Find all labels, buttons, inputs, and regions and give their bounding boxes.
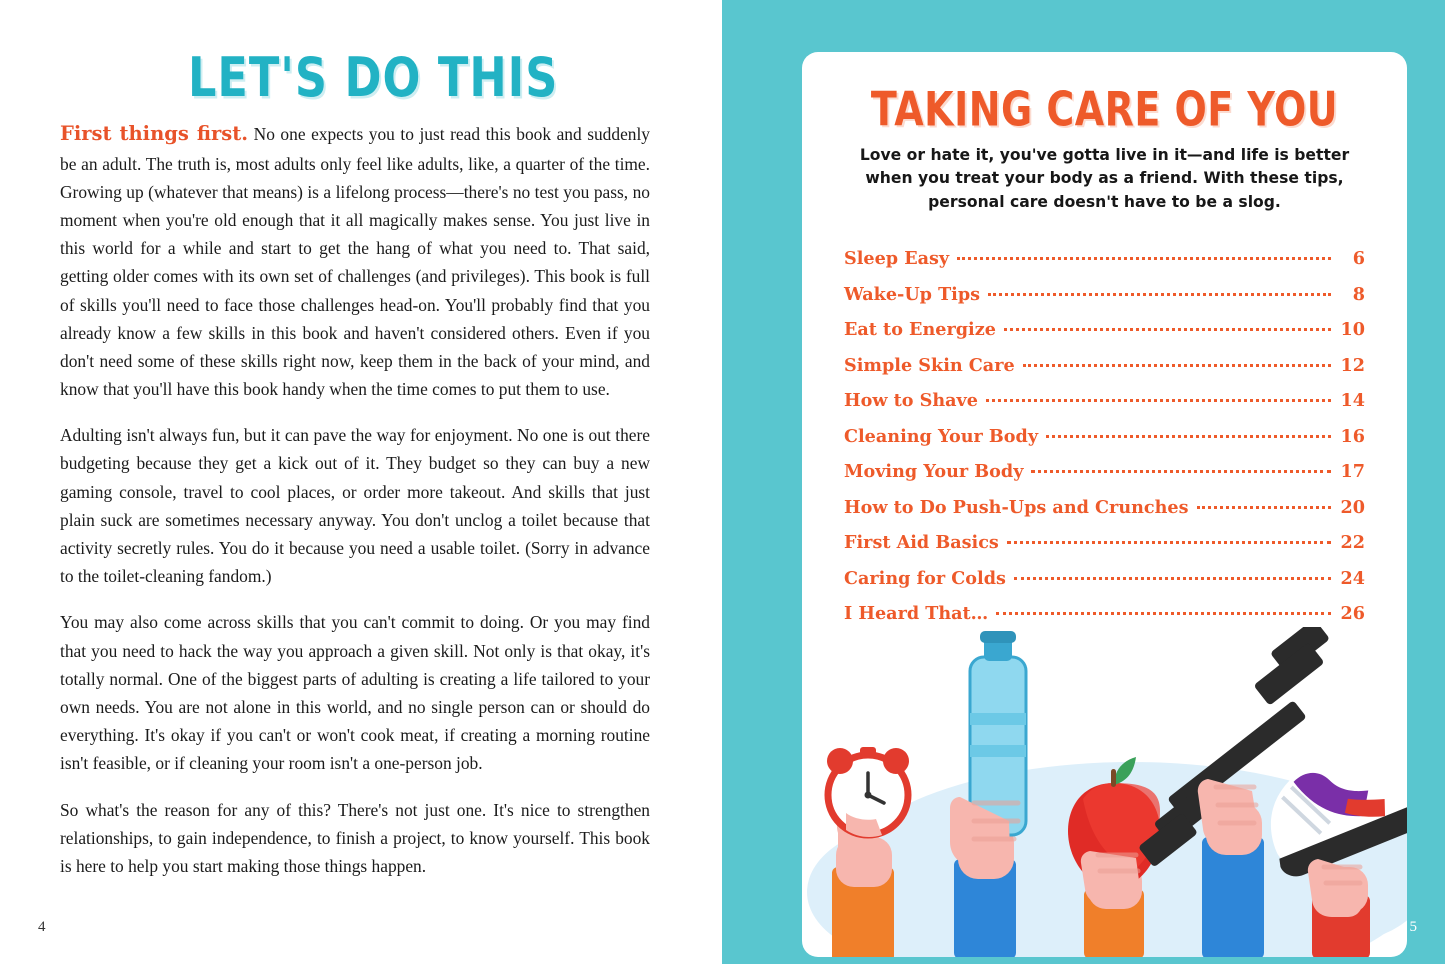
toc-leader-dots (1004, 328, 1331, 331)
toc-entry-title: Caring for Colds (844, 567, 1006, 589)
toc-entry-title: First Aid Basics (844, 532, 999, 554)
toc-entry-page: 22 (1340, 532, 1365, 554)
intro-paragraph-2: Adulting isn't always fun, but it can pave the way for enjoyment. No one is out there budgeting because they get a kick out of it. They budget so they can buy a new gaming console, travel to cool places, or order more takeout. And skills that just plain suck are sometimes necessary anyway. You don't unclog a toilet because that activity secretly rules. You do it because you need a usable toilet. (Sorry in advance to the toilet-cleaning fandom.) (60, 425, 650, 587)
toc-entry[interactable] (844, 603, 1365, 624)
toc-entry[interactable] (844, 426, 1365, 447)
toc-leader-dots (1014, 577, 1331, 580)
toc-entry[interactable] (844, 390, 1365, 411)
chapter-card (802, 52, 1407, 957)
lead-in-text: First things first. (60, 122, 249, 145)
toc-leader-dots (1031, 470, 1331, 473)
toc-entry-page: 20 (1340, 496, 1365, 518)
toc-entry-page: 24 (1340, 567, 1365, 589)
illustration-hands-health (802, 627, 1407, 957)
chapter-subtitle: Love or hate it, you've gotta live in it—and life is better when you treat your body as a friend. With these tips, personal care doesn't have to be a slog. (859, 146, 1350, 211)
intro-paragraph-3: You may also come across skills that you can't commit to doing. Or you may find that you need to hack the way you approach a given skill. Not only is that okay, it's totally normal. One of the biggest parts of adulting is creating a life tailored to your own needs. You are not alone in this world, and no single person can or should do everything. It's okay if you can't or won't cook meat, if creating a morning routine isn't feasible, or if cleaning your room isn't a one-person job. (60, 612, 650, 774)
toc-leader-dots (1046, 435, 1331, 438)
intro-paragraph-1-body: No one expects you to just read this book and suddenly be an adult. The truth is, most adults only feel like adults, like, a quarter of the time. Growing up (whatever that means) is a lifelong process—there's no test you pass, no moment when you're old enough that it all magically makes sense. You just live in this world for a while and start to get the hang of what you need to. That said, getting older comes with its own set of challenges (and privileges). This book is full of skills you'll need to face those challenges head-on. You'll probably find that you already know a few skills in this book and haven't considered others. Even if you don't need some of these skills right now, keep them in the back of your mind, and know that you'll have this book handy when the time comes to put them to use. (60, 124, 651, 400)
left-page-number: 4 (38, 919, 46, 935)
intro-paragraph-4: So what's the reason for any of this? There's not just one. It's nice to strengthen relationships, to gain independence, to finish a project, to know yourself. This book is here to help you start making those things happen. (60, 799, 650, 876)
left-page-content (60, 45, 651, 898)
table-of-contents (844, 248, 1365, 624)
toc-entry-title: Sleep Easy (844, 248, 950, 270)
toc-leader-dots (957, 257, 1331, 260)
toc-leader-dots (986, 399, 1331, 402)
toc-entry-page: 12 (1340, 354, 1365, 376)
right-page (722, 0, 1445, 964)
right-page-number: 5 (1409, 919, 1417, 935)
toc-entry[interactable] (844, 497, 1365, 518)
toc-entry[interactable] (844, 355, 1365, 376)
toc-entry[interactable] (844, 248, 1365, 269)
toc-entry-title: Simple Skin Care (844, 354, 1015, 376)
toc-entry-title: I Heard That… (844, 603, 989, 625)
toc-entry-page: 10 (1340, 319, 1365, 341)
toc-leader-dots (1023, 364, 1331, 367)
toc-entry[interactable] (844, 461, 1365, 482)
toc-entry-title: Cleaning Your Body (844, 425, 1039, 447)
toc-entry-page: 14 (1340, 390, 1365, 412)
toc-entry-page: 17 (1340, 461, 1365, 483)
toc-entry-page: 16 (1340, 425, 1365, 447)
chapter-title: TAKING CARE OF YOU (870, 82, 1339, 138)
toc-entry-page: 26 (1340, 603, 1365, 625)
toc-entry[interactable] (844, 532, 1365, 553)
toc-entry[interactable] (844, 284, 1365, 305)
toc-entry-page: 8 (1352, 283, 1365, 305)
toc-entry[interactable] (844, 568, 1365, 589)
toc-leader-dots (1007, 541, 1331, 544)
toc-entry-title: Wake-Up Tips (844, 283, 981, 305)
toc-entry-title: How to Do Push-Ups and Crunches (844, 496, 1189, 518)
toc-leader-dots (988, 293, 1331, 296)
toc-entry-title: Moving Your Body (844, 461, 1024, 483)
intro-paragraph-1 (60, 118, 650, 403)
toc-leader-dots (1197, 506, 1331, 509)
toc-entry-page: 6 (1352, 248, 1365, 270)
toc-leader-dots (996, 612, 1331, 615)
toc-entry-title: Eat to Energize (844, 319, 996, 341)
toc-entry[interactable] (844, 319, 1365, 340)
page-title: LET'S DO THIS (188, 45, 559, 109)
toc-entry-title: How to Shave (844, 390, 978, 412)
left-page (0, 0, 722, 964)
